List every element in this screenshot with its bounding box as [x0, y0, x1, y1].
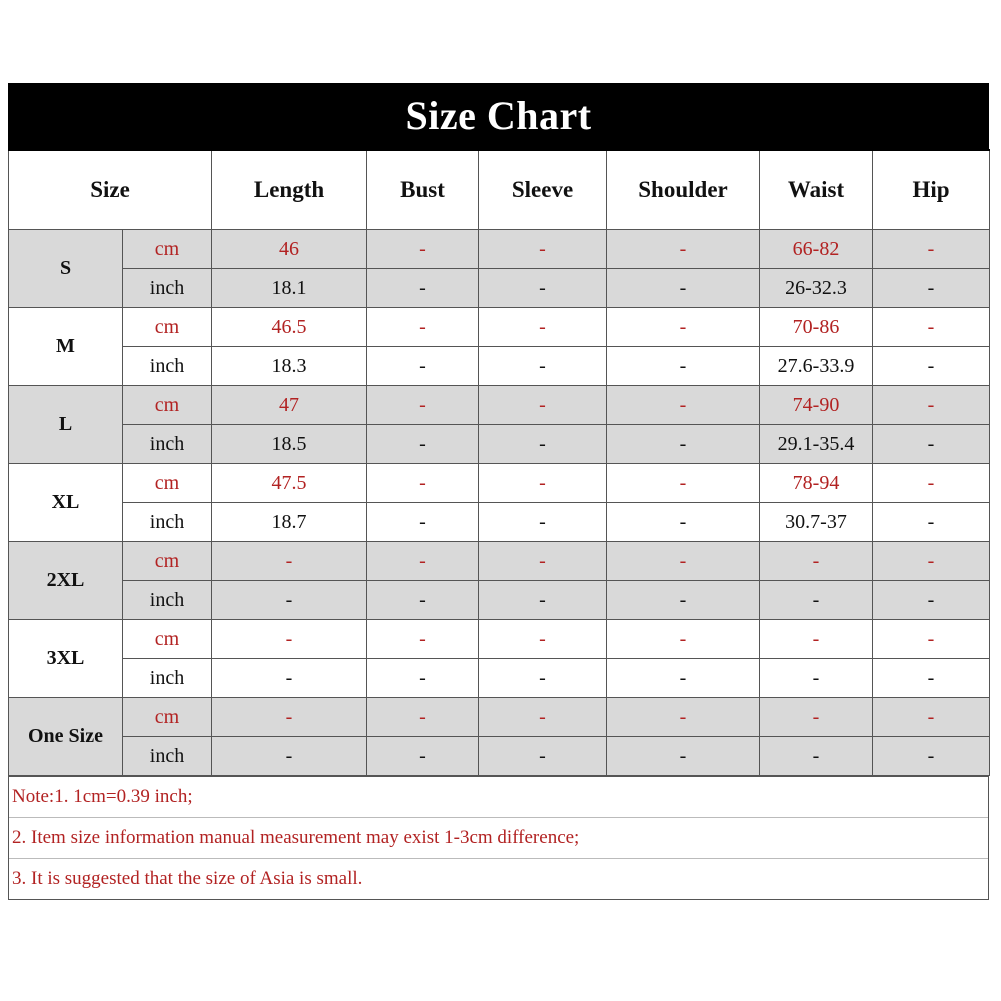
table-cell: -	[479, 581, 607, 620]
unit-label: cm	[123, 230, 212, 269]
size-table-body	[9, 230, 990, 776]
table-cell: 70-86	[760, 308, 873, 347]
table-cell: -	[873, 464, 990, 503]
table-row	[9, 698, 990, 737]
table-cell: -	[760, 737, 873, 776]
column-header-shoulder: Shoulder	[607, 150, 760, 230]
table-cell: -	[367, 269, 479, 308]
size-label: One Size	[9, 698, 123, 776]
column-header-size: Size	[9, 150, 212, 230]
note-2: 2. Item size information manual measurement may exist 1-3cm difference;	[9, 817, 988, 858]
table-row	[9, 464, 990, 503]
table-cell: -	[367, 620, 479, 659]
table-row	[9, 269, 990, 308]
unit-label: cm	[123, 620, 212, 659]
table-cell: -	[367, 308, 479, 347]
table-cell: -	[212, 737, 367, 776]
table-cell: -	[212, 581, 367, 620]
table-cell: -	[873, 737, 990, 776]
column-header-bust: Bust	[367, 150, 479, 230]
table-cell: 18.3	[212, 347, 367, 386]
table-cell: -	[873, 581, 990, 620]
table-cell: -	[607, 230, 760, 269]
size-label: 2XL	[9, 542, 123, 620]
table-cell: -	[367, 347, 479, 386]
table-cell: -	[607, 620, 760, 659]
table-cell: -	[367, 425, 479, 464]
table-row	[9, 425, 990, 464]
table-cell: -	[607, 269, 760, 308]
table-row	[9, 230, 990, 269]
unit-label: cm	[123, 386, 212, 425]
table-cell: -	[760, 659, 873, 698]
table-cell: 18.5	[212, 425, 367, 464]
size-label: 3XL	[9, 620, 123, 698]
table-cell: -	[479, 737, 607, 776]
unit-label: inch	[123, 347, 212, 386]
unit-label: inch	[123, 425, 212, 464]
table-cell: -	[479, 542, 607, 581]
unit-label: inch	[123, 269, 212, 308]
table-cell: -	[367, 581, 479, 620]
table-cell: -	[607, 464, 760, 503]
column-header-waist: Waist	[760, 150, 873, 230]
unit-label: cm	[123, 542, 212, 581]
unit-label: cm	[123, 464, 212, 503]
table-cell: -	[607, 503, 760, 542]
table-cell: -	[760, 581, 873, 620]
table-cell: 46	[212, 230, 367, 269]
table-row	[9, 308, 990, 347]
table-row	[9, 620, 990, 659]
table-cell: -	[479, 464, 607, 503]
table-cell: -	[212, 620, 367, 659]
header-row	[9, 150, 990, 230]
table-cell: 47.5	[212, 464, 367, 503]
table-cell: -	[479, 503, 607, 542]
table-cell: -	[479, 230, 607, 269]
column-header-sleeve: Sleeve	[479, 150, 607, 230]
table-row	[9, 581, 990, 620]
table-cell: -	[367, 698, 479, 737]
table-cell: -	[479, 659, 607, 698]
column-header-length: Length	[212, 150, 367, 230]
table-cell: -	[607, 347, 760, 386]
table-cell: -	[873, 503, 990, 542]
table-cell: -	[479, 308, 607, 347]
table-cell: -	[479, 347, 607, 386]
size-label: XL	[9, 464, 123, 542]
unit-label: inch	[123, 737, 212, 776]
table-cell: -	[212, 659, 367, 698]
table-cell: -	[873, 542, 990, 581]
column-header-hip: Hip	[873, 150, 990, 230]
table-cell: -	[367, 230, 479, 269]
table-cell: -	[607, 308, 760, 347]
note-3: 3. It is suggested that the size of Asia is small.	[9, 858, 988, 899]
table-cell: 18.7	[212, 503, 367, 542]
table-cell: -	[367, 737, 479, 776]
table-cell: -	[607, 581, 760, 620]
table-row	[9, 542, 990, 581]
table-cell: -	[607, 542, 760, 581]
table-cell: 78-94	[760, 464, 873, 503]
table-cell: 18.1	[212, 269, 367, 308]
unit-label: cm	[123, 308, 212, 347]
table-cell: -	[760, 620, 873, 659]
size-label: L	[9, 386, 123, 464]
table-cell: -	[607, 425, 760, 464]
table-cell: -	[873, 269, 990, 308]
size-label: S	[9, 230, 123, 308]
table-cell: -	[607, 659, 760, 698]
table-cell: -	[212, 698, 367, 737]
table-cell: 26-32.3	[760, 269, 873, 308]
table-cell: -	[479, 269, 607, 308]
table-cell: -	[873, 230, 990, 269]
table-cell: -	[367, 386, 479, 425]
size-label: M	[9, 308, 123, 386]
table-cell: 46.5	[212, 308, 367, 347]
table-cell: -	[873, 698, 990, 737]
table-cell: -	[873, 308, 990, 347]
table-cell: -	[873, 620, 990, 659]
table-cell: 30.7-37	[760, 503, 873, 542]
table-cell: -	[479, 425, 607, 464]
unit-label: inch	[123, 503, 212, 542]
unit-label: inch	[123, 581, 212, 620]
size-table	[8, 149, 990, 776]
table-cell: -	[212, 542, 367, 581]
table-cell: 29.1-35.4	[760, 425, 873, 464]
table-cell: -	[607, 737, 760, 776]
table-cell: -	[873, 425, 990, 464]
table-cell: -	[760, 542, 873, 581]
table-cell: -	[479, 698, 607, 737]
table-row	[9, 737, 990, 776]
table-cell: 66-82	[760, 230, 873, 269]
table-cell: -	[873, 659, 990, 698]
table-cell: 27.6-33.9	[760, 347, 873, 386]
table-cell: -	[760, 698, 873, 737]
table-cell: 47	[212, 386, 367, 425]
table-cell: -	[607, 386, 760, 425]
table-row	[9, 386, 990, 425]
table-cell: -	[873, 386, 990, 425]
unit-label: inch	[123, 659, 212, 698]
table-cell: -	[367, 464, 479, 503]
table-cell: -	[873, 347, 990, 386]
note-1: Note:1. 1cm=0.39 inch;	[9, 776, 988, 817]
table-row	[9, 503, 990, 542]
table-cell: -	[367, 542, 479, 581]
size-chart	[8, 83, 989, 900]
table-row	[9, 347, 990, 386]
table-cell: -	[479, 386, 607, 425]
table-cell: -	[367, 503, 479, 542]
table-cell: -	[367, 659, 479, 698]
table-cell: -	[479, 620, 607, 659]
table-cell: 74-90	[760, 386, 873, 425]
notes	[8, 776, 989, 900]
table-cell: -	[607, 698, 760, 737]
table-row	[9, 659, 990, 698]
chart-title: Size Chart	[8, 83, 989, 149]
unit-label: cm	[123, 698, 212, 737]
